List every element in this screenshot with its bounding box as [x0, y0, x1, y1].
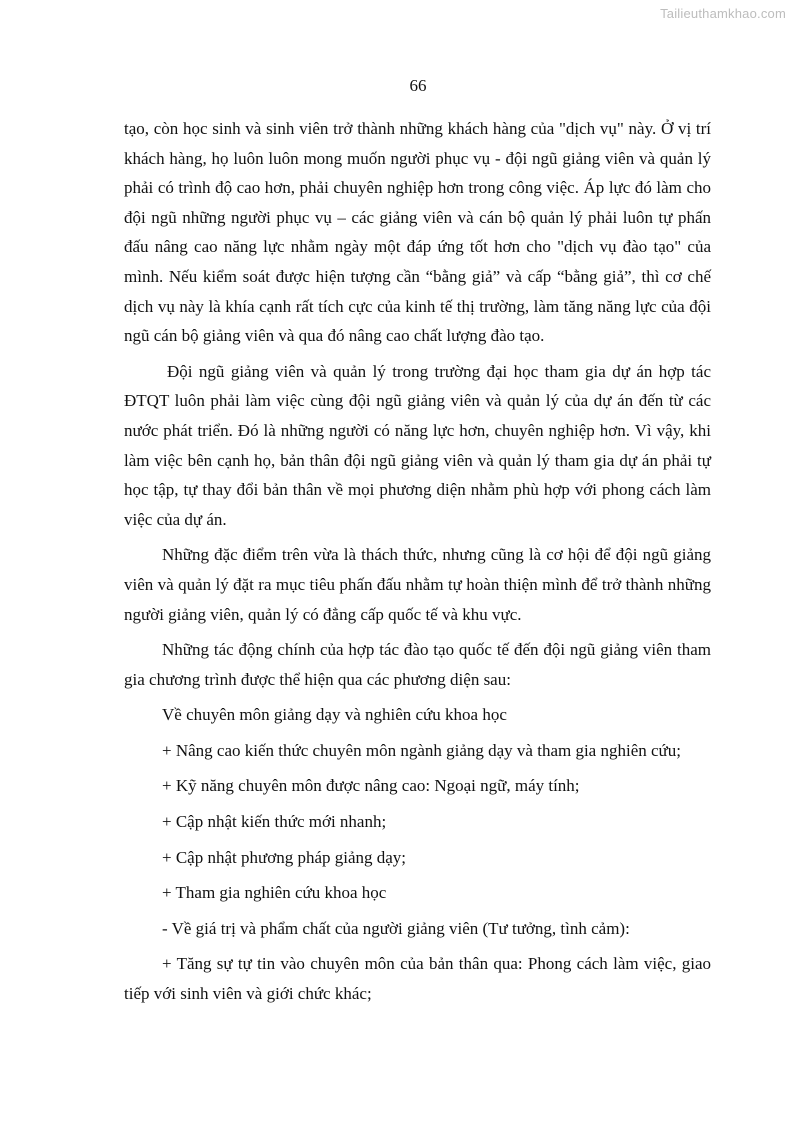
section-heading-values: - Về giá trị và phẩm chất của người giảng viên (Tư tưởng, tình cảm): [162, 918, 630, 938]
paragraph-4: Những tác động chính của hợp tác đào tạo quốc tế đến đội ngũ giảng viên tham gia chương trình được thể hiện qua các phương diện sau: [124, 640, 711, 689]
list-item: + Tăng sự tự tin vào chuyên môn của bản thân qua: Phong cách làm việc, giao tiếp với sinh viên và giới chức khác; [124, 954, 711, 1004]
list-item: + Kỹ năng chuyên môn được nâng cao: Ngoại ngữ, máy tính; [162, 776, 580, 796]
paragraph-3: Những đặc điểm trên vừa là thách thức, nhưng cũng là cơ hội để đội ngũ giảng viên và quản lý đặt ra mục tiêu phấn đấu nhằm tự hoàn thiện mình để trở thành những người giảng viên, quản lý có đẳng cấp quốc tế và khu vực. [124, 545, 711, 624]
paragraph-1: tạo, còn học sinh và sinh viên trở thành những khách hàng của "dịch vụ" này. Ở vị trí khách hàng, họ luôn luôn mong muốn người phục vụ - đội ngũ giảng viên và quản lý phải có trình độ cao hơn, phải chuyên nghiệp hơn trong công việc. Áp lực đó làm cho đội ngũ những người phục vụ – các giảng viên và cán bộ quản lý phải luôn tự phấn đấu nâng cao năng lực nhằm ngày một đáp ứng tốt hơn cho "dịch vụ đào tạo" của mình. Nếu kiểm soát được hiện tượng cần “bằng giả” và cấp “bằng giả”, thì cơ chế dịch vụ này là khía cạnh rất tích cực của kinh tế thị trường, làm tăng năng lực của đội ngũ cán bộ giảng viên và qua đó nâng cao chất lượng đào tạo. [124, 119, 711, 346]
list-item: + Tham gia nghiên cứu khoa học [162, 883, 387, 903]
document-body [124, 114, 711, 1009]
watermark-text: Tailieuthamkhao.com [660, 6, 786, 21]
list-item: + Cập nhật kiến thức mới nhanh; [162, 812, 387, 832]
section-heading-professional: Về chuyên môn giảng dạy và nghiên cứu khoa học [162, 705, 507, 725]
paragraph-2: Đội ngũ giảng viên và quản lý trong trường đại học tham gia dự án hợp tác ĐTQT luôn phải làm việc cùng đội ngũ giảng viên và quản lý của dự án đến từ các nước phát triển. Đó là những người có năng lực hơn, chuyên nghiệp hơn. Vì vậy, khi làm việc bên cạnh họ, bản thân đội ngũ giảng viên và quản lý tham gia dự án phải tự học tập, tự thay đổi bản thân về mọi phương diện nhằm phù hợp với phong cách làm việc của dự án. [124, 361, 711, 529]
list-item: + Cập nhật phương pháp giảng dạy; [162, 847, 407, 867]
list-item: + Nâng cao kiến thức chuyên môn ngành giảng dạy và tham gia nghiên cứu; [162, 740, 681, 760]
page-number: 66 [409, 76, 427, 95]
